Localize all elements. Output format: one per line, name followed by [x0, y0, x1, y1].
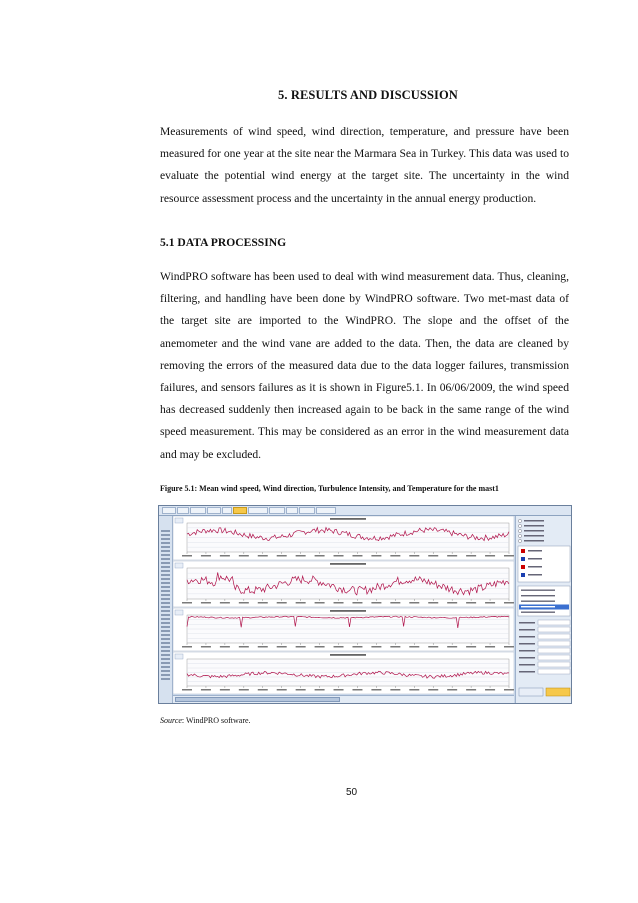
figure-caption: Figure 5.1: Mean wind speed, Wind direction, Turbulence Intensity, and Temperature for the mast1 [160, 484, 499, 493]
scrollbar-thumb[interactable] [175, 697, 340, 702]
tick-label [466, 602, 476, 604]
tab-active[interactable] [233, 507, 247, 514]
tick-label [182, 602, 192, 604]
tick-label [390, 602, 400, 604]
tick-label [428, 602, 438, 604]
radio-option[interactable] [518, 519, 521, 522]
tick-label [447, 602, 457, 604]
series-color-swatch[interactable] [521, 565, 525, 569]
field-label [519, 636, 535, 638]
page-number: 50 [345, 787, 358, 798]
field-label [519, 629, 535, 631]
tab[interactable] [299, 507, 315, 514]
tick-label [201, 602, 211, 604]
tab[interactable] [207, 507, 221, 514]
field-label [519, 650, 535, 652]
tick-label [447, 646, 457, 648]
series-color-swatch[interactable] [521, 557, 525, 561]
tick-label [277, 555, 287, 557]
tick-label [258, 689, 268, 691]
panel-title [330, 610, 366, 612]
tick-label [239, 646, 249, 648]
series-label [528, 550, 542, 552]
tick-label [334, 689, 344, 691]
processing-paragraph: WindPRO software has been used to deal with wind measurement data. Thus, cleaning, filtering, and handling have been done by WindPRO software. Two met-mast data of the target site are imported to the WindPRO. The slope and the offset of the anemometer and the wind vane are added to the data. Then, the data are cleaned by removing the errors of the measured data due to the data logger failures, transmission failures, and sensors failures as it is shown in Figure5.1. In 06/06/2009, the wind speed has decreased suddenly then increased again to be back in the same range of the wind speed measurement. This may be considered as an error in the wind measurement data and may be excluded. [160, 270, 569, 461]
signal-label [521, 590, 555, 591]
signal-label [521, 595, 555, 596]
tick-label [504, 689, 514, 691]
tab[interactable] [162, 507, 176, 514]
tick-label [182, 555, 192, 557]
section-heading: 5. RESULTS AND DISCUSSION [278, 88, 458, 102]
tick-label [315, 646, 325, 648]
tick-label [334, 555, 344, 557]
tick-label [409, 555, 419, 557]
tick-label [466, 555, 476, 557]
source-label: Source [160, 716, 182, 725]
field-label [519, 622, 535, 624]
tick-label [277, 689, 287, 691]
field-input[interactable] [538, 655, 570, 660]
tick-label [258, 646, 268, 648]
intro-paragraph: Measurements of wind speed, wind direction, temperature, and pressure have been measured for one year at the site near the Marmara Sea in Turkey. This data was used to evaluate the potential wind energy at the target site. The uncertainty in the wind resource assessment process and the uncertainty in the annual energy production. [160, 125, 569, 205]
field-input[interactable] [538, 648, 570, 653]
field-label [519, 657, 535, 659]
tick-label [334, 646, 344, 648]
series-label [528, 574, 542, 576]
option-label [524, 525, 544, 527]
radio-option[interactable] [518, 524, 521, 527]
tab-bar [159, 506, 571, 516]
refresh-button[interactable] [519, 688, 543, 696]
radio-option[interactable] [518, 529, 521, 532]
tick-label [485, 689, 495, 691]
tick-label [390, 555, 400, 557]
tick-label [201, 555, 211, 557]
panel-toggle [175, 610, 183, 615]
tick-label [352, 646, 362, 648]
tab[interactable] [248, 507, 268, 514]
tick-label [352, 602, 362, 604]
tick-label [296, 602, 306, 604]
tick-label [371, 602, 381, 604]
horizontal-scrollbar[interactable] [173, 695, 514, 704]
signal-label [521, 606, 555, 607]
right-options-panel [515, 516, 572, 704]
series-list [518, 546, 570, 582]
ok-button[interactable] [546, 688, 570, 696]
tab[interactable] [190, 507, 206, 514]
tick-label [201, 646, 211, 648]
tick-label [239, 555, 249, 557]
tab[interactable] [316, 507, 336, 514]
time-series-plots [173, 516, 514, 694]
field-label [519, 671, 535, 673]
field-input[interactable] [538, 669, 570, 674]
tick-label [504, 646, 514, 648]
tab[interactable] [222, 507, 232, 514]
tick-label [371, 646, 381, 648]
tick-label [409, 646, 419, 648]
tick-label [428, 555, 438, 557]
field-input[interactable] [538, 620, 570, 625]
radio-option[interactable] [518, 539, 521, 542]
tick-label [239, 602, 249, 604]
tick-label [315, 602, 325, 604]
tick-label [447, 555, 457, 557]
tick-label [371, 689, 381, 691]
tick-label [334, 602, 344, 604]
field-input[interactable] [538, 662, 570, 667]
series-label [528, 566, 542, 568]
series-color-swatch[interactable] [521, 549, 525, 553]
option-label [524, 530, 544, 532]
tick-label [466, 689, 476, 691]
tick-label [485, 646, 495, 648]
tick-label [504, 555, 514, 557]
tick-label [466, 646, 476, 648]
tick-label [485, 602, 495, 604]
tick-label [277, 646, 287, 648]
tick-label [220, 646, 230, 648]
tick-label [315, 555, 325, 557]
tick-label [182, 646, 192, 648]
tick-label [220, 602, 230, 604]
panel-title [330, 518, 366, 520]
tick-label [428, 646, 438, 648]
tick-label [504, 602, 514, 604]
option-label [524, 520, 544, 522]
panel-title [330, 563, 366, 565]
field-label [519, 643, 535, 645]
tick-label [485, 555, 495, 557]
tick-label [447, 689, 457, 691]
field-label [519, 664, 535, 666]
tick-label [182, 689, 192, 691]
tick-label [258, 602, 268, 604]
options-controls [516, 516, 572, 704]
field-input[interactable] [538, 634, 570, 639]
tick-label [277, 602, 287, 604]
tick-label [409, 689, 419, 691]
field-input[interactable] [538, 641, 570, 646]
panel-toggle [175, 518, 183, 523]
signal-label [521, 601, 555, 602]
series-color-swatch[interactable] [521, 573, 525, 577]
source-text: : WindPRO software. [181, 716, 251, 725]
panel-toggle [175, 654, 183, 659]
tick-label [428, 689, 438, 691]
tick-label [220, 689, 230, 691]
tick-label [390, 646, 400, 648]
tab[interactable] [269, 507, 285, 514]
tab[interactable] [286, 507, 298, 514]
tick-label [352, 689, 362, 691]
tick-label [220, 555, 230, 557]
chart-panels [173, 516, 514, 694]
tick-label [201, 689, 211, 691]
panel-title [330, 654, 366, 656]
tick-label [390, 689, 400, 691]
series-label [528, 558, 542, 560]
tick-label [352, 555, 362, 557]
tick-label [239, 689, 249, 691]
vertical-toolbar-text [161, 530, 170, 680]
tick-label [315, 689, 325, 691]
signal-label [521, 612, 555, 613]
panel-toggle [175, 563, 183, 568]
figure-source [160, 716, 251, 725]
left-toolbar [159, 516, 173, 704]
tick-label [409, 602, 419, 604]
tab[interactable] [177, 507, 189, 514]
radio-option[interactable] [518, 534, 521, 537]
tick-label [371, 555, 381, 557]
subsection-heading: 5.1 DATA PROCESSING [160, 236, 287, 249]
option-label [524, 535, 544, 537]
tick-label [296, 646, 306, 648]
tick-label [296, 555, 306, 557]
windpro-screenshot [158, 505, 572, 704]
option-label [524, 540, 544, 542]
field-input[interactable] [538, 627, 570, 632]
tick-label [258, 555, 268, 557]
tick-label [296, 689, 306, 691]
